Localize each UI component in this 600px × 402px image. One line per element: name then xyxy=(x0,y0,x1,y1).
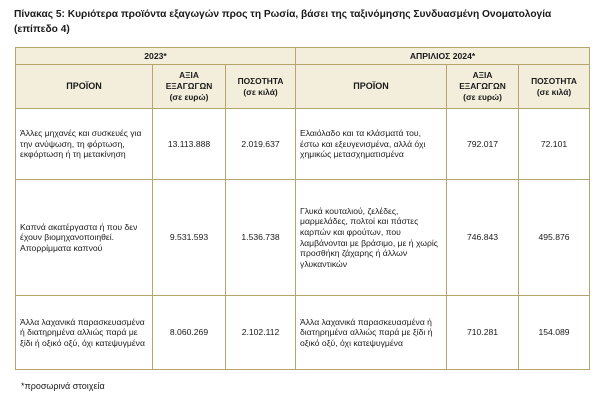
column-header-row xyxy=(16,65,590,109)
left-product-cell: Άλλα λαχανικά παρασκευασμένα ή διατηρημένα αλλιώς παρά με ξίδι ή οξικό οξύ, όχι κατεψυγμένα xyxy=(16,296,153,370)
value-header-line2: ΕΞΑΓΩΓΩΝ xyxy=(459,81,506,91)
value-header xyxy=(153,65,226,109)
value-header-unit: (σε ευρώ) xyxy=(169,92,209,102)
right-value-cell: 746.843 xyxy=(447,180,519,296)
quantity-header-label: ΠΟΣΟΤΗΤΑ xyxy=(237,75,284,86)
value-header-line1: ΑΞΙΑ xyxy=(472,70,493,80)
right-quantity-cell: 495.876 xyxy=(519,180,590,296)
value-header-unit: (σε ευρώ) xyxy=(463,92,502,102)
left-value-cell: 13.113.888 xyxy=(153,109,226,180)
quantity-header xyxy=(519,65,590,109)
left-product-cell: Άλλες μηχανές και συσκευές για την ανύψωση, τη φόρτωση, εκφόρτωση ή τη μετακίνηση xyxy=(16,109,153,180)
product-header: ΠΡΟΪΟΝ xyxy=(16,65,153,109)
left-quantity-cell: 2.019.637 xyxy=(226,109,296,180)
exports-table xyxy=(15,47,590,370)
table-row xyxy=(16,109,590,180)
table-caption: Πίνακας 5: Κυριότερα προϊόντα εξαγωγών προς τη Ρωσία, βάσει της ταξινόμησης Συνδυασμένη Ονοματολογία (επίπεδο 4) xyxy=(14,9,552,35)
quantity-header-label: ΠΟΣΟΤΗΤΑ xyxy=(531,75,577,86)
period-2023-header: 2023* xyxy=(16,48,296,65)
table-row xyxy=(16,296,590,370)
left-value-cell: 9.531.593 xyxy=(153,180,226,296)
right-value-cell: 792.017 xyxy=(447,109,519,180)
period-april-2024-header: ΑΠΡΙΛΙΟΣ 2024* xyxy=(296,48,590,65)
period-header-row xyxy=(16,48,590,65)
value-header-line2: ΕΞΑΓΩΓΩΝ xyxy=(165,81,213,91)
quantity-header-unit: (σε κιλά) xyxy=(243,86,278,97)
left-value-cell: 8.060.269 xyxy=(153,296,226,370)
right-product-cell: Ελαιόλαδο και τα κλάσματά του, έστω και εξευγενισμένα, αλλά όχι χημικώς μετασχηματισμένα xyxy=(296,109,447,180)
footnote: *προσωρινά στοιχεία xyxy=(21,381,105,391)
left-quantity-cell: 2.102.112 xyxy=(226,296,296,370)
quantity-header xyxy=(226,65,296,109)
table-row xyxy=(16,180,590,296)
right-value-cell: 710.281 xyxy=(447,296,519,370)
quantity-header-unit: (σε κιλά) xyxy=(536,86,572,97)
left-quantity-cell: 1.536.738 xyxy=(226,180,296,296)
left-product-cell: Καπνά ακατέργαστα ή που δεν έχουν βιομηχανοποιηθεί. Απορρίμματα καπνού xyxy=(16,180,153,296)
product-header: ΠΡΟΪΟΝ xyxy=(296,65,447,109)
right-product-cell: Γλυκά κουταλιού, ζελέδες, μαρμελάδες, πολτοί και πάστες καρπών και φρούτων, που λαμβάνονται με βράσιμο, με ή χωρίς προσθήκη ζάχαρης ή άλλων γλυκαντικών xyxy=(296,180,447,296)
value-header xyxy=(447,65,519,109)
value-header-line1: ΑΞΙΑ xyxy=(179,70,199,80)
right-product-cell: Άλλα λαχανικά παρασκευασμένα ή διατηρημένα αλλιώς παρά με ξίδι ή οξικό οξύ, όχι κατεψυγμένα xyxy=(296,296,447,370)
right-quantity-cell: 72.101 xyxy=(519,109,590,180)
right-quantity-cell: 154.089 xyxy=(519,296,590,370)
